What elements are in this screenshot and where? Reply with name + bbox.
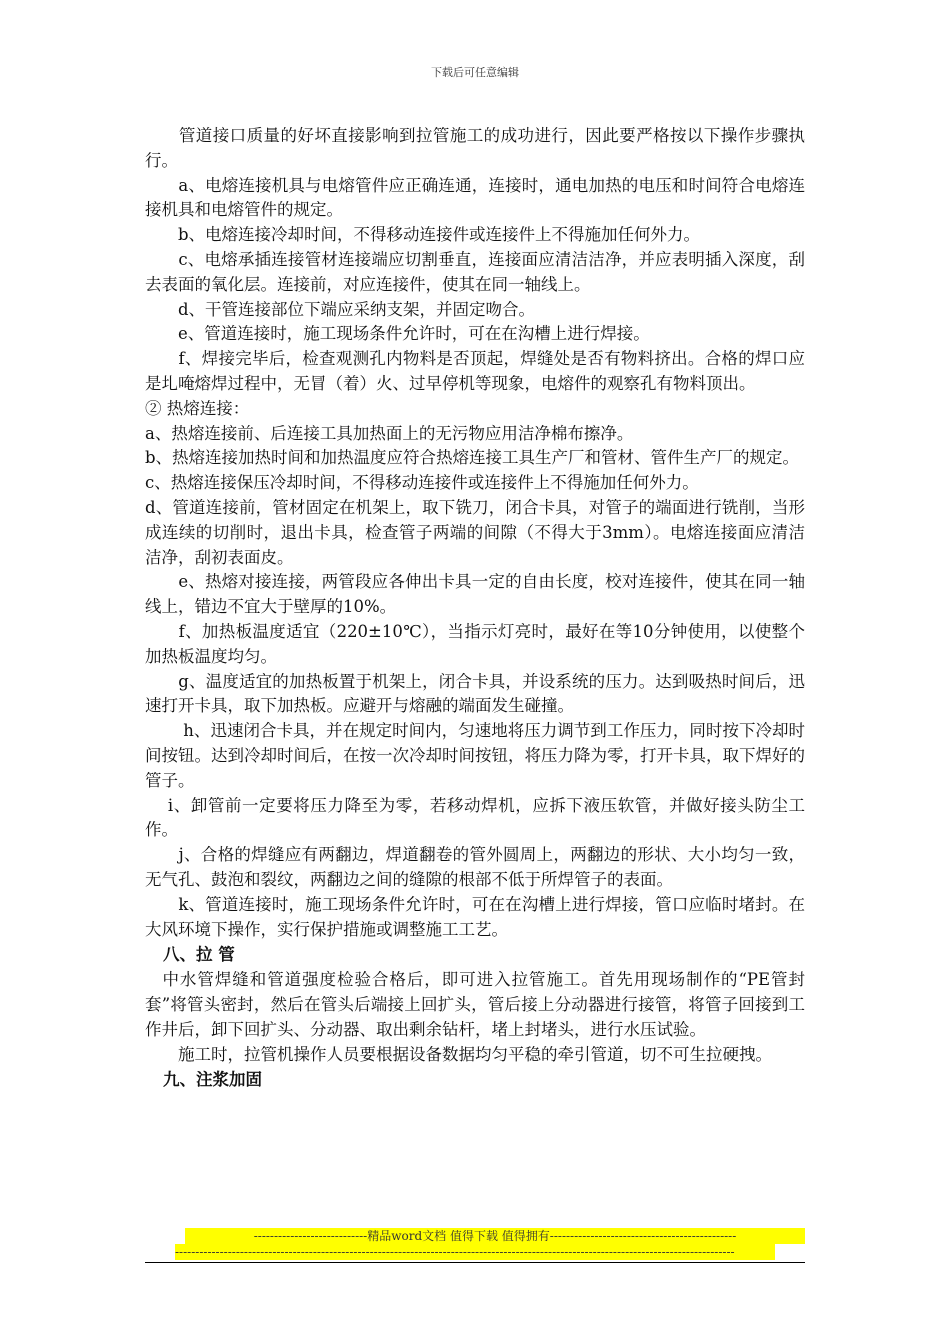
paragraph-pipe-pulling-1: 中水管焊缝和管道强度检验合格后，即可进入拉管施工。首先用现场制作的“PE管封套”将管头密封，然后在管头后端接上回扩头，管后接上分动器进行接管，将管子回接到工作井后，卸下回扩头、分动器、取出剩余钻杆，堵上封堵头，进行水压试验。: [145, 970, 805, 1039]
document-body: [145, 124, 805, 1093]
section-heading-9: 九、注浆加固: [163, 1070, 262, 1090]
paragraph-hot-h: h、迅速闭合卡具，并在规定时间内，匀速地将压力调节到工作压力，同时按下冷却时间按钮。达到冷却时间后，在按一次冷却时间按钮，将压力降为零，打开卡具，取下焊好的管子。: [145, 721, 805, 790]
paragraph-hot-a: a、热熔连接前、后连接工具加热面上的无污物应用洁净棉布擦净。: [145, 423, 634, 443]
paragraph-hot-j: j、合格的焊缝应有两翻边，焊道翻卷的管外圆周上，两翻边的形状、大小均匀一致，无气孔、鼓泡和裂纹，两翻边之间的缝隙的根部不低于所焊管子的表面。: [145, 845, 805, 889]
header-note: 下载后可任意编辑: [431, 66, 519, 79]
footer-line-1: ----------------------------精品word文档 值得下载 值得拥有----------------------------------------------: [185, 1228, 805, 1244]
paragraph-pipe-pulling-2: 施工时，拉管机操作人员要根据设备数据均匀平稳的牵引管道，切不可生拉硬拽。: [145, 1044, 772, 1064]
paragraph-hot-c: c、热熔连接保压冷却时间，不得移动连接件或连接件上不得施加任何外力。: [145, 473, 699, 493]
paragraph-e: e、管道连接时，施工现场条件允许时，可在在沟槽上进行焊接。: [145, 324, 650, 344]
paragraph-intro: 管道接口质量的好坏直接影响到拉管施工的成功进行，因此要严格按以下操作步骤执行。: [145, 126, 805, 170]
paragraph-d: d、干管连接部位下端应采纳支架，并固定吻合。: [145, 299, 536, 319]
footer-divider: [145, 1262, 805, 1263]
paragraph-hot-d: d、管道连接前，管材固定在机架上，取下铣刀，闭合卡具，对管子的端面进行铣削，当形成连续的切削时，退出卡具，检查管子两端的间隙（不得大于3mm）。电熔连接面应清洁洁净，刮初表面皮。: [145, 497, 805, 567]
paragraph-hot-k: k、管道连接时，施工现场条件允许时，可在在沟槽上进行焊接，管口应临时堵封。在大风环境下操作，实行保护措施或调整施工工艺。: [145, 894, 805, 939]
paragraph-hot-f: f、加热板温度适宜（220±10℃），当指示灯亮时，最好在等10分钟使用，以使整个加热板温度均匀。: [145, 621, 805, 666]
paragraph-b: b、电熔连接冷却时间，不得移动连接件或连接件上不得施加任何外力。: [145, 225, 701, 245]
paragraph-c: c、电熔承插连接管材连接端应切割垂直，连接面应清洁洁净，并应表明插入深度，刮去表面的氧化层。连接前，对应连接件，使其在同一轴线上。: [145, 249, 805, 294]
section-heading-8: 八、拉 管: [163, 945, 235, 965]
paragraph-a: a、电熔连接机具与电熔管件应正确连通，连接时，通电加热的电压和时间符合电熔连接机具和电熔管件的规定。: [145, 175, 805, 220]
paragraph-hot-e: e、热熔对接连接，两管段应各伸出卡具一定的自由长度，校对连接件，使其在同一轴线上，错边不宜大于壁厚的10%。: [145, 572, 805, 617]
subheading-hot-melt: ② 热熔连接：: [145, 398, 250, 418]
paragraph-hot-g: g、温度适宜的加热板置于机架上，闭合卡具，并设系统的压力。达到吸热时间后，迅速打开卡具，取下加热板。应避开与熔融的端面发生碰撞。: [145, 671, 805, 716]
paragraph-hot-i: i、卸管前一定要将压力降至为零，若移动焊机，应拆下液压软管，并做好接头防尘工作。: [145, 795, 805, 840]
footer-line-2: ------------------------------------------------------------------------------------------------------------------------------------------: [175, 1244, 775, 1260]
paragraph-hot-b: b、热熔连接加热时间和加热温度应符合热熔连接工具生产厂和管材、管件生产厂的规定。: [145, 448, 800, 468]
paragraph-f: f、焊接完毕后，检查观测孔内物料是否顶起，焊缝处是否有物料挤出。合格的焊口应是圠唵熔焊过程中，无冒（着）火、过早停机等现象，电熔件的观察孔有物料顶出。: [145, 349, 805, 393]
